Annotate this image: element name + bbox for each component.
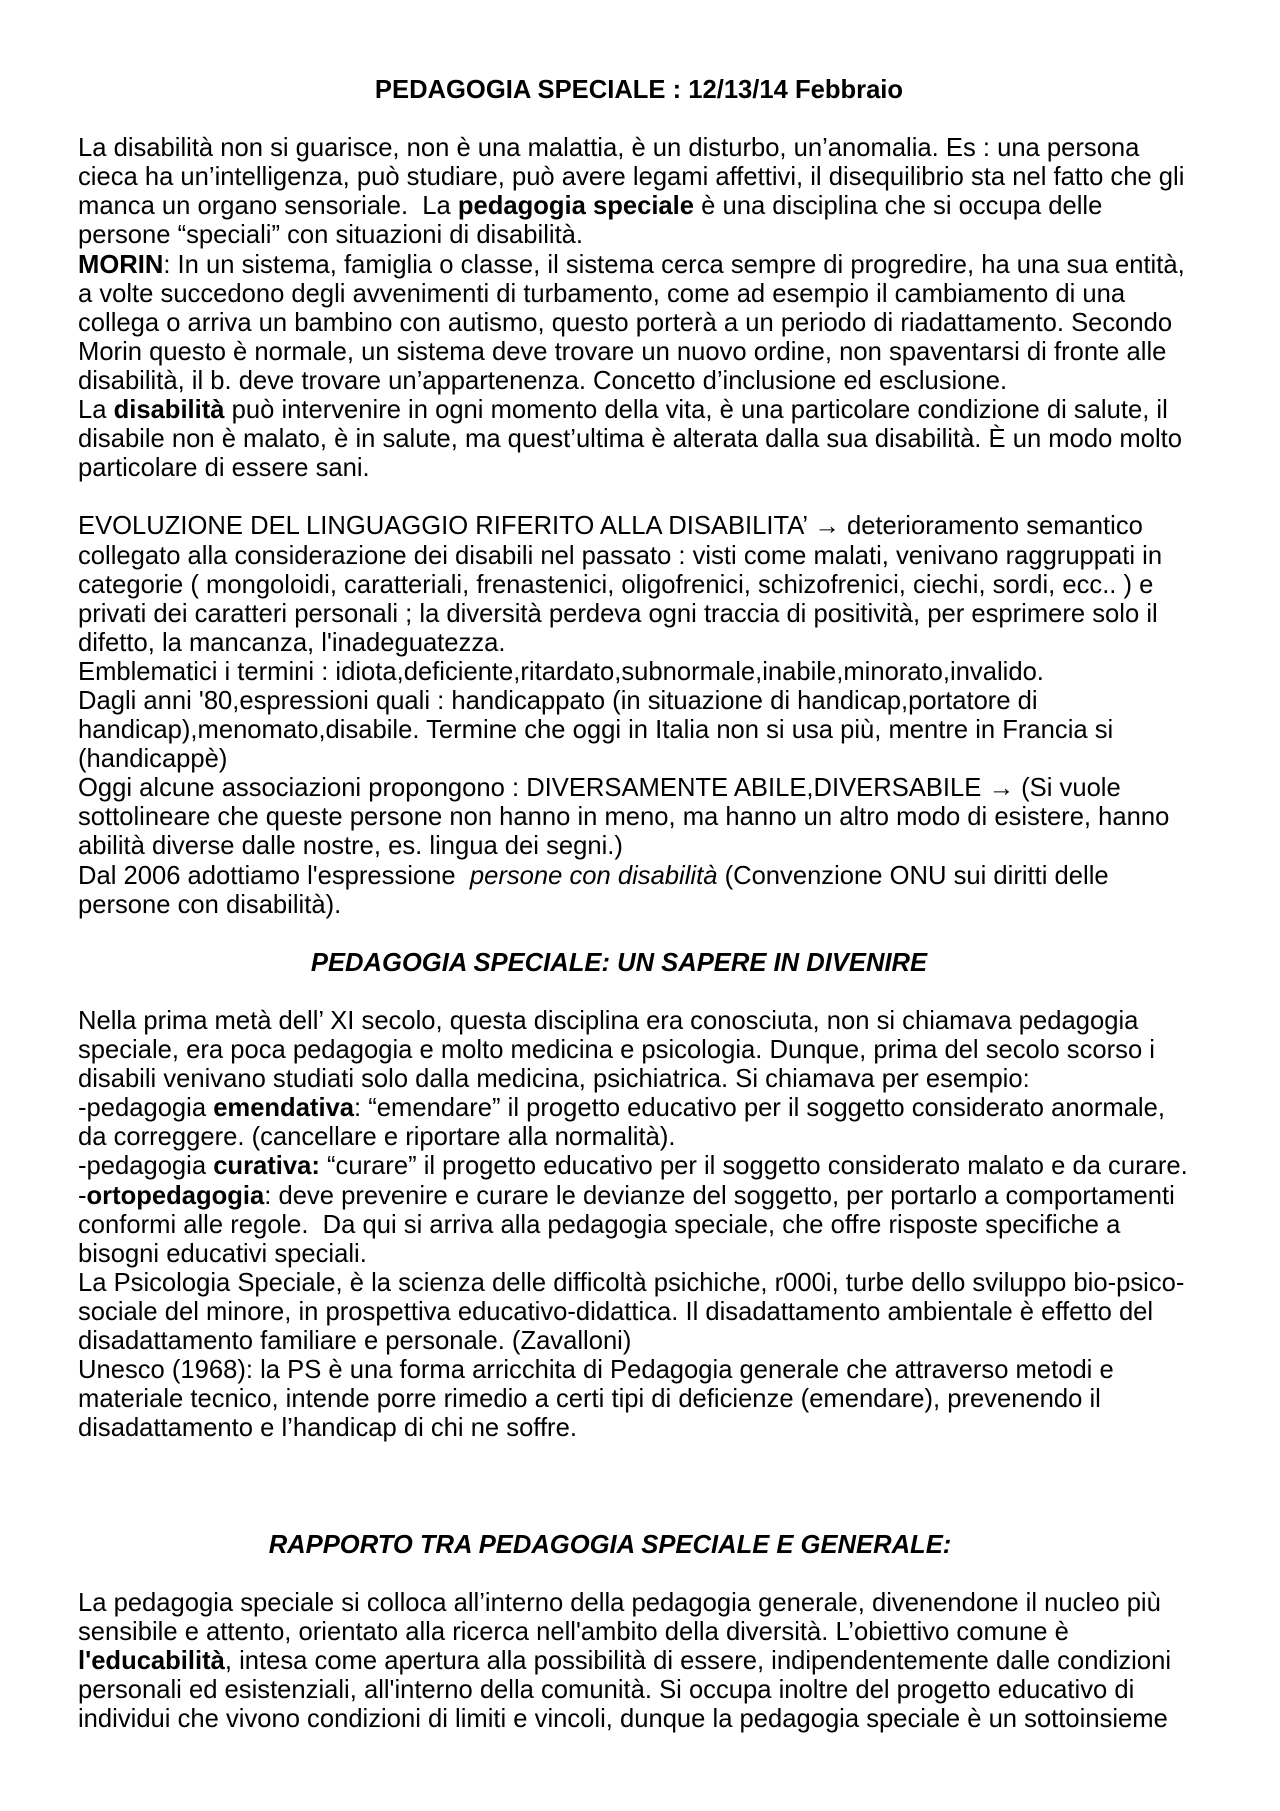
- text-line: sensibile e attento, orientato alla ricerca nell'ambito della diversità. L’obiettivo comune è: [78, 1617, 1069, 1646]
- bold-term: pedagogia speciale: [457, 192, 695, 221]
- blank-line: [78, 1443, 1200, 1472]
- text-run: : deve prevenire e curare le devianze del soggetto, per portarlo a comportamenti: [264, 1181, 1175, 1210]
- text-run: può intervenire in ogni momento della vita, è una particolare condizione di salute, il: [224, 396, 1168, 425]
- bold-term: l'educabilità: [78, 1647, 225, 1676]
- text-run: La: [78, 396, 114, 425]
- italic-term: persone con disabilità: [469, 861, 718, 890]
- text-line: abilità diverse dalle nostre, es. lingua dei segni.): [78, 832, 623, 861]
- text-run: -: [78, 1181, 87, 1210]
- bold-term: curativa:: [213, 1152, 320, 1181]
- text-line: difetto, la mancanza, l'inadeguatezza.: [78, 628, 506, 657]
- text-line: [78, 1094, 1200, 1123]
- text-line: Nella prima metà dell’ XI secolo, questa disciplina era conosciuta, non si chiamava pedagogia: [78, 1007, 1139, 1035]
- text-line: a volte succedono degli avvenimenti di turbamento, come ad esempio il cambiamento di una: [78, 279, 1126, 308]
- blank-line: [78, 1473, 1200, 1502]
- text-line: [78, 1152, 1200, 1181]
- text-line: collegato alla considerazione dei disabili nel passato : visti come malati, venivano raggruppati in: [78, 541, 1163, 570]
- bold-term: disabilità: [113, 396, 225, 425]
- text-line: particolare di essere sani.: [78, 454, 370, 483]
- blank-line: [78, 1560, 1200, 1589]
- text-line: disabilità, il b. deve trovare un’appartenenza. Concetto d’inclusione ed esclusione.: [78, 366, 1008, 395]
- text-run: manca un organo sensoriale. La: [78, 192, 458, 221]
- text-line: disadattamento familiare e personale. (Zavalloni): [78, 1327, 632, 1356]
- text-run: è una disciplina che si occupa delle: [694, 192, 1103, 221]
- text-line: speciale, era poca pedagogia e molto medicina e psicologia. Dunque, prima del secolo scorso i: [78, 1036, 1155, 1065]
- text-line: [78, 1647, 1200, 1676]
- section-divenire: [78, 1007, 1200, 1443]
- text-line: Unesco (1968): la PS è una forma arricchita di Pedagogia generale che attraverso metodi e: [78, 1356, 1114, 1385]
- text-line: La pedagogia speciale si colloca all’interno della pedagogia generale, divenendone il nucleo più: [78, 1588, 1161, 1617]
- text-run: : “emendare” il progetto educativo per il soggetto considerato anormale,: [354, 1094, 1165, 1123]
- doc-title: PEDAGOGIA SPECIALE : 12/13/14 Febbraio: [374, 76, 904, 104]
- text-line: sociale del minore, in prospettiva educativo-didattica. Il disadattamento ambientale è effetto del: [78, 1297, 1154, 1326]
- text-line: disabile non è malato, è in salute, ma quest’ultima è alterata dalla sua disabilità. È un modo molto: [78, 425, 1183, 454]
- text-line: materiale tecnico, intende porre rimedio a certi tipi di deficienze (emendare), prevenendo il: [78, 1385, 1101, 1414]
- text-line: bisogni educativi speciali.: [78, 1239, 367, 1268]
- text-line: da correggere. (cancellare e riportare alla normalità).: [78, 1123, 676, 1152]
- blank-line: [78, 920, 1200, 949]
- text-line: individui che vivono condizioni di limiti e vincoli, dunque la pedagogia speciale è un sottoinsieme: [78, 1705, 1168, 1734]
- text-run: : In un sistema, famiglia o classe, il sistema cerca sempre di progredire, ha una sua entità,: [163, 250, 1185, 279]
- text-line: EVOLUZIONE DEL LINGUAGGIO RIFERITO ALLA DISABILITA’ → deterioramento semantico: [78, 512, 1143, 541]
- text-line: Morin questo è normale, un sistema deve trovare un nuovo ordine, non spaventarsi di fronte alle: [78, 337, 1167, 366]
- text-line: La Psicologia Speciale, è la scienza delle difficoltà psichiche, r000i, turbe dello sviluppo bio-psico-: [78, 1268, 1185, 1297]
- text-line: categorie ( mongoloidi, caratteriali, frenastenici, oligofrenici, schizofrenici, ciechi, sordi, ecc.. ) e: [78, 570, 1154, 599]
- text-line: disadattamento e l’handicap di chi ne soffre.: [78, 1414, 577, 1443]
- text-line: (handicappè): [78, 745, 228, 774]
- section-heading: PEDAGOGIA SPECIALE: UN SAPERE IN DIVENIRE: [310, 948, 928, 977]
- blank-line: [78, 1502, 1200, 1531]
- text-run: “curare” il progetto educativo per il soggetto considerato malato e da curare.: [319, 1152, 1188, 1181]
- text-line: sottolineare che queste persone non hanno in meno, ma hanno un altro modo di esistere, hanno: [78, 803, 1170, 832]
- text-line: Oggi alcune associazioni propongono : DIVERSAMENTE ABILE,DIVERSABILE → (Si vuole: [78, 774, 1121, 803]
- text-line: [78, 251, 1200, 280]
- text-line: [78, 396, 1200, 425]
- text-line: conformi alle regole. Da qui si arriva alla pedagogia speciale, che offre risposte specifiche a: [78, 1210, 1121, 1239]
- text-run: , intesa come apertura alla possibilità di essere, indipendentemente dalle condizioni: [224, 1647, 1172, 1676]
- text-line: cieca ha un’intelligenza, può studiare, può avere legami affettivi, il disequilibrio sta nel fatto che gli: [78, 163, 1185, 192]
- bold-term: ortopedagogia: [86, 1181, 265, 1210]
- text-line: handicap),menomato,disabile. Termine che oggi in Italia non si usa più, mentre in Francia si: [78, 716, 1114, 745]
- text-line: disabili venivano studiati solo dalla medicina, psichiatrica. Si chiamava per esempio:: [78, 1065, 1030, 1094]
- text-line: La disabilità non si guarisce, non è una malattia, è un disturbo, un’anomalia. Es : una persona: [78, 134, 1140, 163]
- bold-term: MORIN: [78, 250, 164, 279]
- text-line: persone con disabilità).: [78, 890, 342, 919]
- text-line: [78, 192, 1200, 221]
- blank-line: [78, 483, 1200, 512]
- text-line: personali ed esistenziali, all'interno della comunità. Si occupa inoltre del progetto educativo di: [78, 1676, 1135, 1705]
- text-line: privati dei caratteri personali ; la diversità perdeva ogni traccia di positività, per esprimere solo il: [78, 599, 1158, 628]
- text-line: Emblematici i termini : idiota,deficiente,ritardato,subnormale,inabile,minorato,invalido.: [78, 657, 1044, 686]
- text-line: [78, 862, 1200, 891]
- text-line: [78, 1182, 1200, 1211]
- blank-line: [78, 105, 1200, 134]
- section-rapporto: [78, 1589, 1200, 1734]
- text-line: Dagli anni '80,espressioni quali : handicappato (in situazione di handicap,portatore di: [78, 686, 1038, 715]
- text-line: persone “speciali” con situazioni di disabilità.: [78, 221, 584, 250]
- text-run: -pedagogia: [78, 1152, 214, 1181]
- text-run: (Convenzione ONU sui diritti delle: [717, 861, 1109, 890]
- text-line: collega o arriva un bambino con autismo, questo porterà a un periodo di riadattamento. Secondo: [78, 308, 1173, 337]
- section-intro: [78, 134, 1200, 483]
- bold-term: emendativa: [213, 1094, 355, 1123]
- section-language-evolution: [78, 512, 1200, 919]
- text-run: -pedagogia: [78, 1094, 214, 1123]
- section-heading: RAPPORTO TRA PEDAGOGIA SPECIALE E GENERALE:: [268, 1530, 952, 1559]
- text-run: Dal 2006 adottiamo l'espressione: [78, 861, 470, 890]
- blank-line: [78, 978, 1200, 1007]
